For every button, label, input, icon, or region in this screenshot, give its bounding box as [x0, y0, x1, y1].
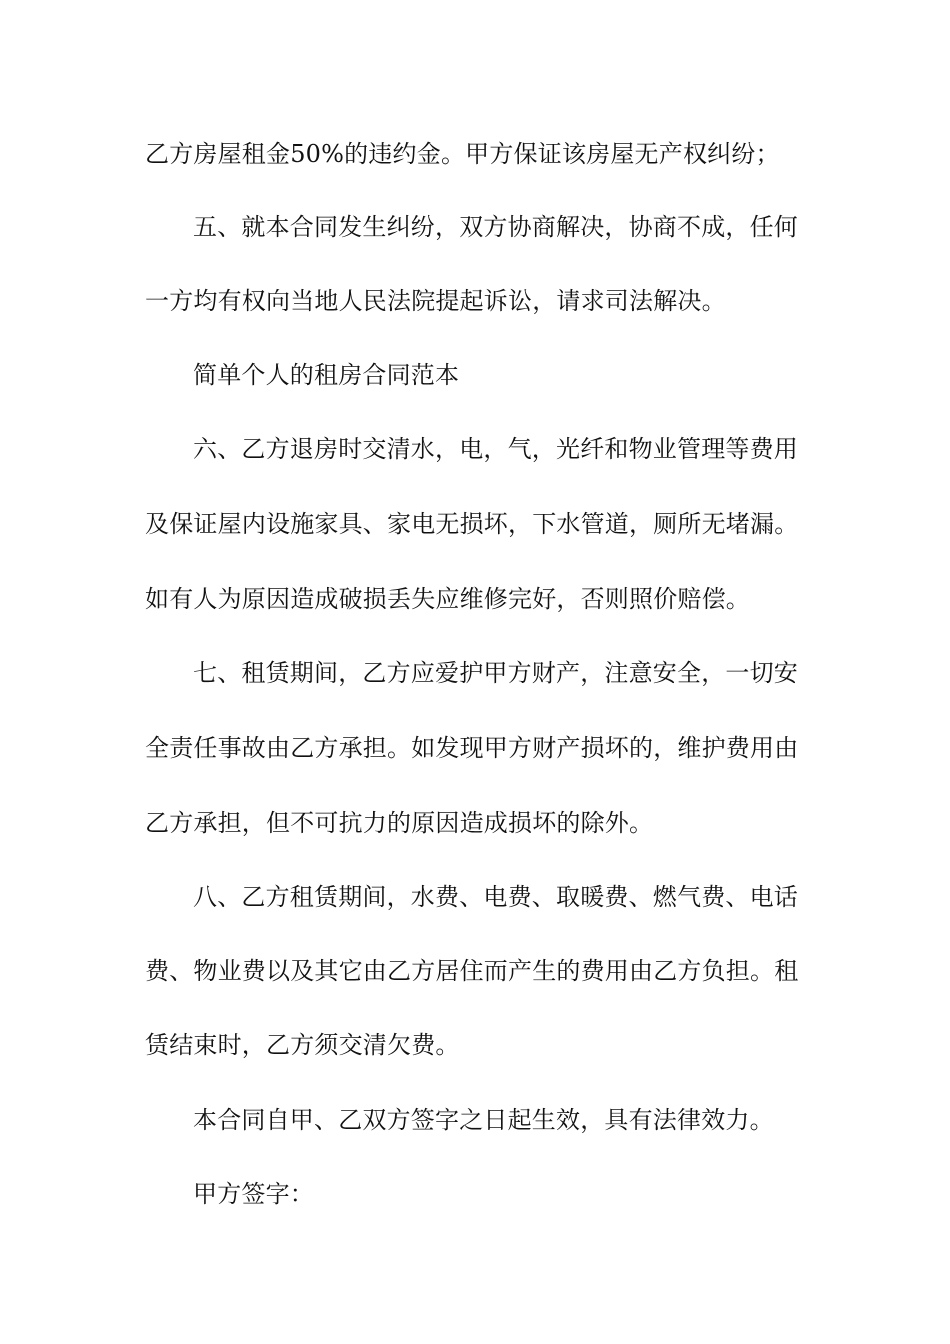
signature-label: 甲方签字： [193, 1180, 314, 1208]
paragraph-line: 乙方承担，但不可抗力的原因造成损坏的除外。 [145, 809, 654, 837]
paragraph-line: 乙方房屋租金50%的违约金。甲方保证该房屋无产权纠纷； [145, 140, 780, 168]
paragraph-line: 全责任事故由乙方承担。如发现甲方财产损坏的，维护费用由 [145, 734, 799, 762]
paragraph-line: 五、就本合同发生纠纷，双方协商解决，协商不成，任何 [193, 213, 798, 241]
paragraph-line: 费、物业费以及其它由乙方居住而产生的费用由乙方负担。租 [145, 957, 799, 985]
paragraph-line: 本合同自甲、乙双方签字之日起生效，具有法律效力。 [193, 1106, 774, 1134]
paragraph-line: 及保证屋内设施家具、家电无损坏，下水管道，厕所无堵漏。 [145, 510, 799, 538]
section-heading: 简单个人的租房合同范本 [193, 361, 460, 389]
paragraph-line: 一方均有权向当地人民法院提起诉讼，请求司法解决。 [145, 287, 726, 315]
paragraph-line: 六、乙方退房时交清水，电，气，光纤和物业管理等费用 [193, 435, 798, 463]
paragraph-line: 赁结束时，乙方须交清欠费。 [145, 1031, 460, 1059]
paragraph-line: 如有人为原因造成破损丢失应维修完好，否则照价赔偿。 [145, 585, 750, 613]
paragraph-line: 七、租赁期间，乙方应爱护甲方财产，注意安全，一切安 [193, 659, 798, 687]
paragraph-line: 八、乙方租赁期间，水费、电费、取暖费、燃气费、电话 [193, 883, 798, 911]
